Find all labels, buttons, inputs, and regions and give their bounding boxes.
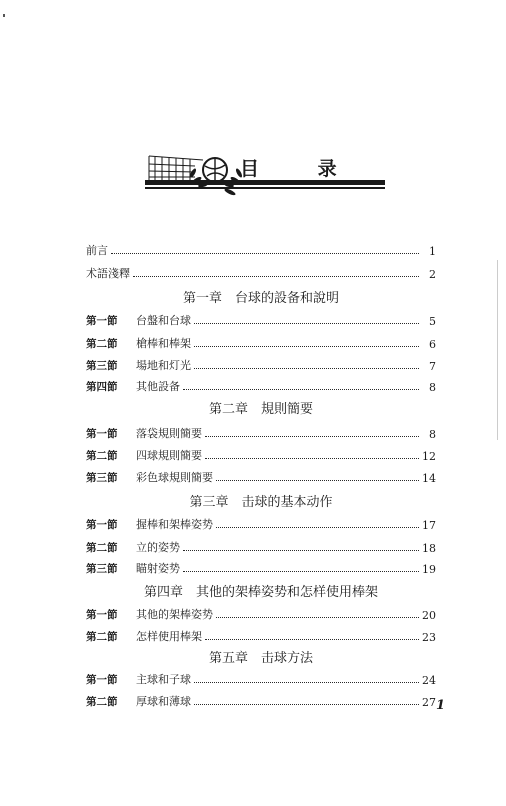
dot-leader xyxy=(205,435,419,437)
toc-entry[interactable] xyxy=(86,514,436,532)
entry-page-number: 2 xyxy=(429,268,436,281)
entry-title: 前言 xyxy=(86,244,108,257)
entry-title: 瞄射姿势 xyxy=(136,562,180,575)
section-label: 第一節 xyxy=(86,609,118,621)
entry-page-number: 27 xyxy=(422,696,436,709)
dot-leader xyxy=(194,345,419,347)
entry-title: 握棒和架棒姿势 xyxy=(136,518,213,531)
header-band-thin xyxy=(145,187,385,189)
toc-entry[interactable] xyxy=(86,537,436,555)
scan-speck xyxy=(3,14,5,17)
entry-page-number: 17 xyxy=(422,519,436,532)
dot-leader xyxy=(111,252,419,254)
entry-page-number: 19 xyxy=(422,563,436,576)
entry-title: 其他的架棒姿势 xyxy=(136,608,213,621)
dot-leader xyxy=(205,638,419,640)
entry-title: 彩色球規則簡要 xyxy=(136,471,213,484)
chapter-heading: 第一章 台球的設备和說明 xyxy=(182,291,339,306)
entry-title: 怎样使用棒架 xyxy=(136,630,202,643)
chapter-heading: 第五章 击球方法 xyxy=(208,651,313,666)
entry-page-number: 20 xyxy=(422,609,436,622)
dot-leader xyxy=(183,549,419,551)
toc-entry[interactable] xyxy=(86,626,436,644)
entry-title: 台盤和台球 xyxy=(136,314,191,327)
scan-edge-line xyxy=(497,260,498,440)
toc-header xyxy=(145,152,385,198)
section-label: 第二節 xyxy=(86,338,118,350)
entry-title: 場地和灯光 xyxy=(136,359,191,372)
section-label: 第二節 xyxy=(86,631,118,643)
entry-title: 其他設备 xyxy=(136,380,180,393)
toc-entry[interactable] xyxy=(86,333,436,351)
toc-entry[interactable] xyxy=(86,423,436,441)
section-label: 第一節 xyxy=(86,315,118,327)
section-label: 第三節 xyxy=(86,563,118,575)
dot-leader xyxy=(183,570,419,572)
chapter-heading: 第四章 其他的架棒姿势和怎样使用棒架 xyxy=(143,585,378,600)
dot-leader xyxy=(216,479,419,481)
section-label: 第四節 xyxy=(86,381,118,393)
toc-entry[interactable] xyxy=(86,355,436,373)
dot-leader xyxy=(183,388,419,390)
toc-title: 目 录 xyxy=(240,158,363,180)
toc-entry[interactable] xyxy=(86,604,436,622)
entry-page-number: 5 xyxy=(429,315,436,328)
entry-title: 立的姿势 xyxy=(136,541,180,554)
toc-entry[interactable] xyxy=(86,558,436,576)
section-label: 第二節 xyxy=(86,542,118,554)
entry-title: 厚球和薄球 xyxy=(136,695,191,708)
dot-leader xyxy=(216,616,419,618)
toc-entry[interactable] xyxy=(86,310,436,328)
entry-page-number: 6 xyxy=(429,338,436,351)
section-label: 第一節 xyxy=(86,519,118,531)
toc-entry[interactable] xyxy=(86,445,436,463)
entry-page-number: 7 xyxy=(429,360,436,373)
toc-entry[interactable] xyxy=(86,691,436,709)
entry-title: 术語淺釋 xyxy=(86,267,130,280)
dot-leader xyxy=(194,322,419,324)
section-label: 第二節 xyxy=(86,450,118,462)
toc-entry[interactable] xyxy=(86,263,436,281)
entry-title: 四球規則簡要 xyxy=(136,449,202,462)
entry-page-number: 18 xyxy=(422,542,436,555)
entry-page-number: 24 xyxy=(422,674,436,687)
entry-page-number: 1 xyxy=(429,245,436,258)
dot-leader xyxy=(133,275,419,277)
dot-leader xyxy=(216,526,419,528)
dot-leader xyxy=(194,367,419,369)
section-label: 第一節 xyxy=(86,674,118,686)
entry-page-number: 14 xyxy=(422,472,436,485)
toc-entry[interactable] xyxy=(86,376,436,394)
entry-title: 主球和子球 xyxy=(136,673,191,686)
page-number: 1 xyxy=(436,698,446,713)
entry-page-number: 23 xyxy=(422,631,436,644)
dot-leader xyxy=(205,457,419,459)
chapter-heading: 第二章 規則簡要 xyxy=(208,402,313,417)
entry-page-number: 8 xyxy=(429,381,436,394)
entry-title: 槍棒和棒架 xyxy=(136,337,191,350)
entry-page-number: 12 xyxy=(422,450,436,463)
dot-leader xyxy=(194,681,419,683)
toc-entry[interactable] xyxy=(86,467,436,485)
dot-leader xyxy=(194,703,419,705)
toc-entry[interactable] xyxy=(86,240,436,258)
section-label: 第二節 xyxy=(86,696,118,708)
toc-entry[interactable] xyxy=(86,669,436,687)
entry-title: 落袋規則簡要 xyxy=(136,427,202,440)
entry-page-number: 8 xyxy=(429,428,436,441)
section-label: 第三節 xyxy=(86,360,118,372)
section-label: 第三節 xyxy=(86,472,118,484)
chapter-heading: 第三章 击球的基本动作 xyxy=(189,495,333,510)
section-label: 第一節 xyxy=(86,428,118,440)
